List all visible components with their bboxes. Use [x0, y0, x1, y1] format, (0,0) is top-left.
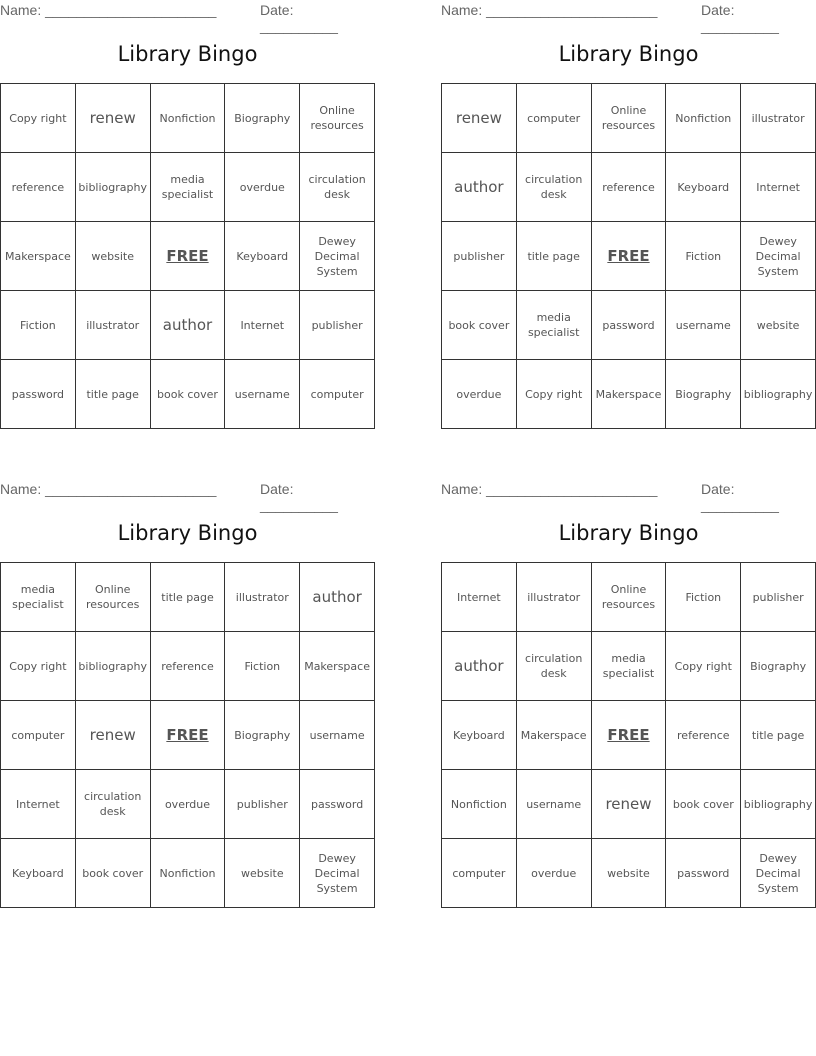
bingo-cell[interactable]: Keyboard	[225, 222, 300, 291]
bingo-cell[interactable]: Keyboard	[666, 153, 741, 222]
date-field[interactable]: Date: __________	[701, 2, 779, 34]
bingo-cell[interactable]: Online resources	[75, 563, 150, 632]
bingo-grid	[0, 562, 375, 908]
bingo-cell[interactable]: password	[666, 839, 741, 908]
bingo-cell[interactable]: illustrator	[75, 291, 150, 360]
bingo-cell[interactable]: illustrator	[516, 563, 591, 632]
bingo-cell[interactable]: Online resources	[300, 84, 375, 153]
bingo-row	[442, 563, 816, 632]
bingo-cell[interactable]: Copy right	[666, 632, 741, 701]
card-title: Library Bingo	[117, 42, 258, 66]
bingo-cell[interactable]: Copy right	[1, 632, 76, 701]
bingo-row	[1, 291, 375, 360]
bingo-cell[interactable]: Biography	[225, 701, 300, 770]
bingo-row	[1, 632, 375, 701]
date-field[interactable]: Date: __________	[260, 2, 338, 34]
bingo-cell[interactable]: Fiction	[666, 563, 741, 632]
bingo-cell[interactable]: username	[225, 360, 300, 429]
bingo-cell[interactable]: circulation desk	[75, 770, 150, 839]
bingo-cell[interactable]: Copy right	[1, 84, 76, 153]
bingo-cell[interactable]: author	[442, 632, 517, 701]
date-field[interactable]: Date: __________	[701, 481, 779, 513]
bingo-cell[interactable]: username	[300, 701, 375, 770]
bingo-cell[interactable]: Dewey Decimal System	[300, 839, 375, 908]
bingo-cell[interactable]: Online resources	[591, 84, 666, 153]
bingo-cell[interactable]: computer	[442, 839, 517, 908]
bingo-row	[1, 153, 375, 222]
bingo-cell[interactable]: Dewey Decimal System	[741, 839, 816, 908]
bingo-cell[interactable]: username	[666, 291, 741, 360]
bingo-cell[interactable]: reference	[591, 153, 666, 222]
bingo-cell[interactable]: Fiction	[225, 632, 300, 701]
bingo-card-1	[0, 0, 375, 401]
bingo-cell[interactable]: bibliography	[75, 632, 150, 701]
bingo-cell[interactable]: renew	[75, 84, 150, 153]
bingo-cell[interactable]: author	[442, 153, 517, 222]
bingo-cell[interactable]: Makerspace	[300, 632, 375, 701]
bingo-cell[interactable]: password	[591, 291, 666, 360]
bingo-cell[interactable]: overdue	[225, 153, 300, 222]
bingo-cell[interactable]: reference	[150, 632, 225, 701]
bingo-cell[interactable]: book cover	[442, 291, 517, 360]
bingo-grid	[441, 83, 816, 429]
bingo-cell[interactable]: Biography	[225, 84, 300, 153]
bingo-cell[interactable]: overdue	[442, 360, 517, 429]
bingo-cell[interactable]: Nonfiction	[666, 84, 741, 153]
bingo-cell[interactable]: renew	[442, 84, 517, 153]
card-header	[0, 479, 375, 513]
bingo-cell[interactable]: title page	[150, 563, 225, 632]
card-header	[441, 0, 816, 34]
bingo-cell[interactable]: Biography	[741, 632, 816, 701]
card-header	[0, 0, 375, 34]
card-title: Library Bingo	[117, 521, 258, 545]
name-field[interactable]: Name: ______________________	[441, 481, 658, 497]
bingo-card-2	[441, 0, 816, 401]
bingo-cell[interactable]: Internet	[741, 153, 816, 222]
bingo-cell[interactable]: publisher	[741, 563, 816, 632]
bingo-cell[interactable]: renew	[591, 770, 666, 839]
bingo-cell[interactable]: title page	[741, 701, 816, 770]
free-space[interactable]: FREE	[150, 222, 225, 291]
bingo-cell[interactable]: Internet	[442, 563, 517, 632]
bingo-cell[interactable]: Dewey Decimal System	[300, 222, 375, 291]
bingo-row	[1, 701, 375, 770]
name-field[interactable]: Name: ______________________	[441, 2, 658, 18]
bingo-row	[442, 839, 816, 908]
bingo-cell[interactable]: website	[225, 839, 300, 908]
bingo-cell[interactable]: renew	[75, 701, 150, 770]
bingo-cell[interactable]: Keyboard	[442, 701, 517, 770]
free-space[interactable]: FREE	[591, 701, 666, 770]
bingo-row	[442, 701, 816, 770]
bingo-row	[442, 360, 816, 429]
bingo-cell[interactable]: computer	[1, 701, 76, 770]
bingo-cell[interactable]: book cover	[75, 839, 150, 908]
bingo-cell[interactable]: publisher	[300, 291, 375, 360]
bingo-cell[interactable]: Copy right	[516, 360, 591, 429]
bingo-cell[interactable]: overdue	[516, 839, 591, 908]
bingo-cell[interactable]: Nonfiction	[442, 770, 517, 839]
bingo-cell[interactable]: website	[75, 222, 150, 291]
bingo-row	[1, 222, 375, 291]
bingo-cell[interactable]: website	[591, 839, 666, 908]
bingo-cell[interactable]: Biography	[666, 360, 741, 429]
bingo-cell[interactable]: title page	[75, 360, 150, 429]
bingo-cell[interactable]: password	[300, 770, 375, 839]
bingo-cell[interactable]: book cover	[150, 360, 225, 429]
bingo-cell[interactable]: Keyboard	[1, 839, 76, 908]
bingo-cell[interactable]: Fiction	[1, 291, 76, 360]
card-title: Library Bingo	[558, 42, 699, 66]
bingo-row	[442, 632, 816, 701]
bingo-row	[1, 563, 375, 632]
bingo-cell[interactable]: Internet	[225, 291, 300, 360]
bingo-cell[interactable]: circulation desk	[516, 153, 591, 222]
bingo-cell[interactable]: overdue	[150, 770, 225, 839]
free-space[interactable]: FREE	[150, 701, 225, 770]
bingo-cell[interactable]: author	[150, 291, 225, 360]
bingo-cell[interactable]: website	[741, 291, 816, 360]
bingo-cell[interactable]: password	[1, 360, 76, 429]
bingo-cell[interactable]: title page	[516, 222, 591, 291]
bingo-grid	[0, 83, 375, 429]
bingo-cell[interactable]: Dewey Decimal System	[741, 222, 816, 291]
date-field[interactable]: Date: __________	[260, 481, 338, 513]
bingo-row	[442, 84, 816, 153]
bingo-cell[interactable]: computer	[300, 360, 375, 429]
bingo-cell[interactable]: bibliography	[741, 770, 816, 839]
bingo-cell[interactable]: publisher	[225, 770, 300, 839]
bingo-cell[interactable]: Internet	[1, 770, 76, 839]
bingo-cell[interactable]: username	[516, 770, 591, 839]
card-title: Library Bingo	[558, 521, 699, 545]
bingo-cell[interactable]: bibliography	[75, 153, 150, 222]
bingo-cell[interactable]: Nonfiction	[150, 84, 225, 153]
bingo-cell[interactable]: Makerspace	[1, 222, 76, 291]
bingo-cell[interactable]: reference	[1, 153, 76, 222]
bingo-cell[interactable]: Fiction	[666, 222, 741, 291]
bingo-grid	[441, 562, 816, 908]
bingo-cell[interactable]: computer	[516, 84, 591, 153]
bingo-cell[interactable]: circulation desk	[516, 632, 591, 701]
bingo-card-4	[441, 479, 816, 895]
bingo-cell[interactable]: Makerspace	[591, 360, 666, 429]
name-field[interactable]: Name: ______________________	[0, 481, 217, 497]
bingo-row	[1, 84, 375, 153]
free-space[interactable]: FREE	[591, 222, 666, 291]
bingo-cell[interactable]: publisher	[442, 222, 517, 291]
bingo-cell[interactable]: illustrator	[225, 563, 300, 632]
bingo-cell[interactable]: circulation desk	[300, 153, 375, 222]
bingo-cell[interactable]: Nonfiction	[150, 839, 225, 908]
bingo-cell[interactable]: Online resources	[591, 563, 666, 632]
bingo-cell[interactable]: author	[300, 563, 375, 632]
bingo-row	[1, 839, 375, 908]
bingo-cell[interactable]: Makerspace	[516, 701, 591, 770]
bingo-row	[442, 153, 816, 222]
bingo-cell[interactable]: media specialist	[591, 632, 666, 701]
bingo-row	[1, 770, 375, 839]
bingo-cell[interactable]: book cover	[666, 770, 741, 839]
bingo-cell[interactable]: reference	[666, 701, 741, 770]
bingo-cell[interactable]: media specialist	[150, 153, 225, 222]
bingo-row	[442, 291, 816, 360]
name-field[interactable]: Name: ______________________	[0, 2, 217, 18]
bingo-cell[interactable]: illustrator	[741, 84, 816, 153]
bingo-row	[442, 222, 816, 291]
bingo-card-3	[0, 479, 375, 895]
bingo-cell[interactable]: bibliography	[741, 360, 816, 429]
card-header	[441, 479, 816, 513]
bingo-cell[interactable]: media specialist	[516, 291, 591, 360]
bingo-row	[1, 360, 375, 429]
bingo-row	[442, 770, 816, 839]
bingo-cell[interactable]: media specialist	[1, 563, 76, 632]
